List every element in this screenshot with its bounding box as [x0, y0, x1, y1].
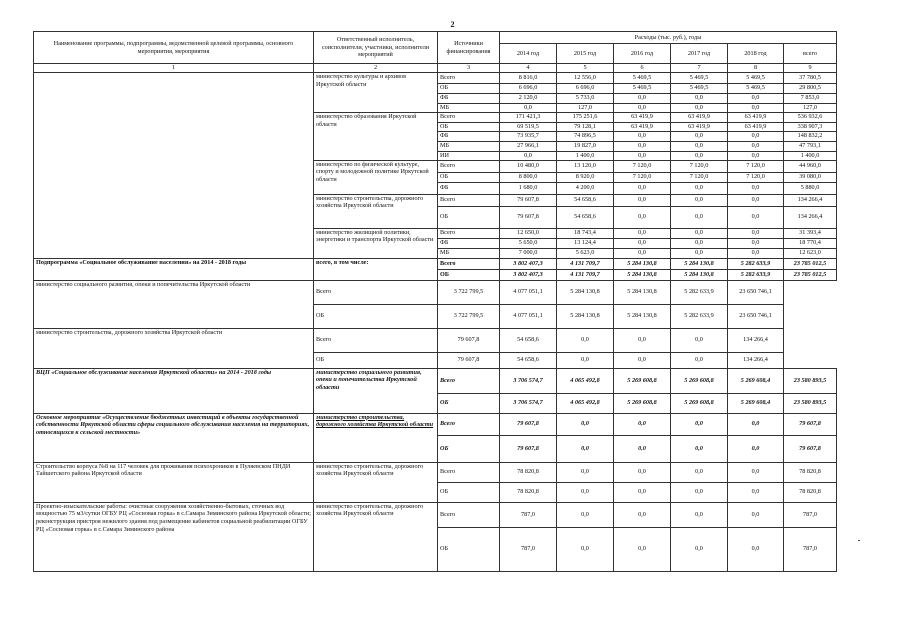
year-value: 0,0 — [614, 228, 671, 238]
total-value: 37 780,5 — [784, 72, 837, 83]
year-value: 787,0 — [500, 502, 557, 527]
year-value: 4 200,0 — [557, 182, 614, 194]
funding-source: МБ — [438, 141, 500, 151]
year-value: 69 519,5 — [500, 122, 557, 131]
year-value: 79 607,8 — [500, 435, 557, 462]
year-value: 0,0 — [671, 93, 728, 103]
year-value: 0,0 — [614, 131, 671, 141]
year-value: 12 556,0 — [557, 72, 614, 83]
table-row — [34, 328, 837, 352]
table-row — [34, 502, 837, 527]
funding-source: ФБ — [438, 131, 500, 141]
year-value: 1 400,0 — [557, 151, 614, 160]
funding-source: Всего — [314, 328, 438, 352]
year-value: 79 607,8 — [438, 328, 500, 352]
year-value: 0,0 — [671, 352, 728, 368]
funding-source: Всего — [438, 413, 500, 435]
header-source: Источники финансирования — [438, 32, 500, 64]
column-number: 8 — [728, 64, 784, 73]
year-value: 0,0 — [614, 182, 671, 194]
funding-source: МБ — [438, 103, 500, 112]
year-value: 54 658,6 — [557, 194, 614, 206]
year-value: 0,0 — [728, 248, 784, 258]
year-value: 79 607,8 — [500, 413, 557, 435]
year-value: 0,0 — [614, 93, 671, 103]
table-row — [34, 258, 837, 269]
executor-cell: министерство социального развития, опеки и попечительства Иркутской области — [314, 368, 438, 413]
year-value: 5 650,0 — [500, 238, 557, 248]
year-value: 4 131 709,7 — [557, 269, 614, 280]
total-value: 12 623,0 — [784, 248, 837, 258]
year-value: 5 269 608,8 — [614, 368, 671, 393]
funding-source: ФБ — [438, 182, 500, 194]
total-value: 134 266,4 — [784, 206, 837, 228]
year-value: 27 966,1 — [500, 141, 557, 151]
year-value: 0,0 — [614, 462, 671, 482]
year-value: 5 469,5 — [728, 72, 784, 83]
year-value: 0,0 — [557, 435, 614, 462]
year-value: 0,0 — [671, 182, 728, 194]
total-value: 79 607,8 — [784, 413, 837, 435]
total-value: 1 400,0 — [784, 151, 837, 160]
year-value: 54 658,6 — [500, 328, 557, 352]
year-value: 0,0 — [671, 131, 728, 141]
header-year: 2016 год — [614, 44, 671, 64]
header-expenses: Расходы (тыс. руб.), годы — [500, 32, 837, 44]
total-value: 338 907,3 — [784, 122, 837, 131]
year-value: 0,0 — [671, 502, 728, 527]
funding-source: МБ — [438, 248, 500, 258]
year-value: 3 722 799,5 — [438, 304, 500, 328]
year-value: 5 284 130,8 — [557, 280, 614, 304]
executor-cell: министерство строительства, дорожного хозяйства Иркутской области — [314, 194, 438, 228]
year-value: 6 696,0 — [500, 83, 557, 93]
total-value: 23 650 746,1 — [728, 280, 784, 304]
year-value: 0,0 — [728, 131, 784, 141]
year-value: 0,0 — [728, 194, 784, 206]
total-value: 18 770,4 — [784, 238, 837, 248]
year-value: 5 284 130,8 — [671, 269, 728, 280]
executor-cell: министерство по физической культуре, спорту и молодежной политике Иркутской области — [314, 160, 438, 194]
year-value: 0,0 — [614, 194, 671, 206]
total-value: 39 080,0 — [784, 172, 837, 182]
year-value: 63 419,9 — [671, 122, 728, 131]
column-number: 4 — [500, 64, 557, 73]
year-value: 7 120,0 — [614, 160, 671, 172]
year-value: 74 896,5 — [557, 131, 614, 141]
total-value: 787,0 — [784, 527, 837, 571]
year-value: 0,0 — [728, 103, 784, 112]
year-value: 4 077 051,1 — [500, 280, 557, 304]
executor-cell: министерство строительства, дорожного хозяйства Иркутской области — [314, 502, 438, 571]
program-name: ВЦП «Социальное обслуживание населения Иркутской области» на 2014 - 2018 годы — [34, 368, 314, 413]
year-value: 0,0 — [671, 462, 728, 482]
year-value: 5 282 633,9 — [671, 304, 728, 328]
year-value: 79 607,8 — [500, 194, 557, 206]
year-value: 12 650,0 — [500, 228, 557, 238]
funding-source: ОБ — [438, 122, 500, 131]
year-value: 3 706 574,7 — [500, 393, 557, 413]
year-value: 5 284 130,8 — [614, 304, 671, 328]
year-value: 5 469,5 — [728, 83, 784, 93]
year-value: 63 419,9 — [728, 112, 784, 122]
year-value: 13 124,4 — [557, 238, 614, 248]
column-number: 2 — [314, 64, 438, 73]
year-value: 63 419,9 — [671, 112, 728, 122]
year-value: 0,0 — [557, 413, 614, 435]
total-value: 536 932,6 — [784, 112, 837, 122]
executor-cell: министерство строительства, дорожного хозяйства Иркутской области — [314, 462, 438, 502]
table-row — [34, 462, 837, 482]
year-value: 0,0 — [614, 206, 671, 228]
year-value: 0,0 — [728, 502, 784, 527]
year-value: 63 419,9 — [614, 112, 671, 122]
year-value: 5 733,0 — [557, 93, 614, 103]
year-value: 0,0 — [557, 502, 614, 527]
year-value: 0,0 — [671, 238, 728, 248]
funding-source: Всего — [438, 258, 500, 269]
year-value: 79 607,8 — [500, 206, 557, 228]
year-value: 0,0 — [728, 93, 784, 103]
total-value: 23 785 012,5 — [784, 269, 837, 280]
year-value: 7 120,0 — [728, 160, 784, 172]
year-value: 6 696,0 — [557, 83, 614, 93]
funding-source: Всего — [438, 194, 500, 206]
year-value: 5 282 633,9 — [728, 269, 784, 280]
total-value: 148 832,2 — [784, 131, 837, 141]
header-year: 2015 год — [557, 44, 614, 64]
year-value: 0,0 — [671, 527, 728, 571]
year-value: 0,0 — [614, 352, 671, 368]
total-value: 29 800,5 — [784, 83, 837, 93]
year-value: 2 120,0 — [500, 93, 557, 103]
page-number: 2 — [450, 20, 455, 29]
year-value: 0,0 — [671, 413, 728, 435]
year-value: 7 000,0 — [500, 248, 557, 258]
year-value: 8 816,0 — [500, 72, 557, 83]
year-value: 5 469,5 — [614, 72, 671, 83]
year-value: 0,0 — [671, 482, 728, 502]
year-value: 78 820,8 — [500, 482, 557, 502]
table-row — [34, 413, 837, 435]
year-value: 8 920,0 — [557, 172, 614, 182]
year-value: 175 251,6 — [557, 112, 614, 122]
funding-source: ОБ — [314, 304, 438, 328]
year-value: 5 282 633,9 — [728, 258, 784, 269]
year-value: 0,0 — [500, 103, 557, 112]
total-value: 47 793,1 — [784, 141, 837, 151]
funding-source: Всего — [438, 462, 500, 482]
year-value: 3 722 799,5 — [438, 280, 500, 304]
program-name: Основное мероприятие «Осуществление бюджетных инвестиций в объекты государственной собственности Иркутской области сферы социального обслуживания населения на территориях, относящихся к сельской местности» — [34, 413, 314, 462]
year-value: 0,0 — [614, 248, 671, 258]
executor-cell: министерство культуры и архивов Иркутской области — [314, 72, 438, 112]
funding-source: ОБ — [438, 172, 500, 182]
table-row — [34, 368, 837, 393]
year-value: 5 623,0 — [557, 248, 614, 258]
funding-source: ОБ — [438, 527, 500, 571]
total-value: 787,0 — [784, 502, 837, 527]
total-value: 31 393,4 — [784, 228, 837, 238]
year-value: 0,0 — [728, 151, 784, 160]
year-value: 0,0 — [614, 435, 671, 462]
year-value: 73 935,7 — [500, 131, 557, 141]
year-value: 0,0 — [614, 413, 671, 435]
total-value: 44 960,0 — [784, 160, 837, 172]
executor-cell: министерство жилищной политики, энергетики и транспорта Иркутской области — [314, 228, 438, 258]
year-value: 127,0 — [557, 103, 614, 112]
executor-cell: всего, в том числе: — [314, 258, 438, 280]
year-value: 0,0 — [671, 141, 728, 151]
funding-source: ОБ — [438, 83, 500, 93]
year-value: 63 419,9 — [614, 122, 671, 131]
header-year: 2014 год — [500, 44, 557, 64]
year-value: 0,0 — [557, 527, 614, 571]
total-value: 134 266,4 — [728, 352, 784, 368]
year-value: 0,0 — [614, 238, 671, 248]
year-value: 0,0 — [671, 151, 728, 160]
total-value: 134 266,4 — [728, 328, 784, 352]
executor-cell: министерство строительства, дорожного хозяйства Иркутской области — [314, 413, 438, 462]
year-value: 0,0 — [614, 527, 671, 571]
program-name: Строительство корпуса №8 на 117 человек для проживания психохроников в Пуляевском ПНДИ Тайшетского района Иркутской области — [34, 462, 314, 502]
year-value: 4 065 492,8 — [557, 368, 614, 393]
program-name: Проектно-изыскательские работы: очистные сооружения хозяйственно-бытовых, сточных вод мощностью 75 м3/сутки ОГБУ РЦ «Сосновая горка» в с.Самара Зиминского района Иркутской области; реконструкция пристроя нежилого здания под размещение кабинетов социальной реабилитации ОГБУ РЦ «Сосновая горка» в с.Самара Зиминского района — [34, 502, 314, 571]
year-value: 0,0 — [671, 328, 728, 352]
year-value: 0,0 — [728, 462, 784, 482]
executor-cell: министерство социального развития, опеки и попечительства Иркутской области — [34, 280, 314, 328]
year-value: 0,0 — [728, 482, 784, 502]
funding-source: Всего — [438, 72, 500, 83]
year-value: 0,0 — [671, 206, 728, 228]
total-value: 5 880,0 — [784, 182, 837, 194]
funding-source: ОБ — [438, 435, 500, 462]
funding-source: ФБ — [438, 238, 500, 248]
total-value: 78 820,8 — [784, 482, 837, 502]
year-value: 4 131 709,7 — [557, 258, 614, 269]
year-value: 19 827,0 — [557, 141, 614, 151]
column-number: 9 — [784, 64, 837, 73]
year-value: 1 680,0 — [500, 182, 557, 194]
funding-source: ОБ — [438, 393, 500, 413]
year-value: 18 743,4 — [557, 228, 614, 238]
funding-source: Всего — [438, 368, 500, 393]
year-value: 0,0 — [728, 413, 784, 435]
total-value: 23 650 746,1 — [728, 304, 784, 328]
year-value: 5 469,5 — [671, 83, 728, 93]
margin-mark — [858, 540, 860, 541]
total-value: 23 785 012,5 — [784, 258, 837, 269]
table-row — [34, 280, 837, 304]
executor-cell: министерство строительства, дорожного хозяйства Иркутской области — [34, 328, 314, 368]
header-year: 2018 год — [728, 44, 784, 64]
budget-table — [33, 31, 837, 572]
year-value: 10 480,0 — [500, 160, 557, 172]
header-total: всего — [784, 44, 837, 64]
year-value: 0,0 — [614, 141, 671, 151]
year-value: 0,0 — [728, 238, 784, 248]
funding-source: Всего — [438, 160, 500, 172]
year-value: 0,0 — [671, 194, 728, 206]
column-number: 3 — [438, 64, 500, 73]
year-value: 13 120,0 — [557, 160, 614, 172]
column-number: 1 — [34, 64, 314, 73]
funding-source: Всего — [438, 502, 500, 527]
year-value: 5 269 608,4 — [728, 368, 784, 393]
funding-source: Всего — [438, 228, 500, 238]
funding-source: Всего — [438, 112, 500, 122]
year-value: 0,0 — [728, 182, 784, 194]
year-value: 7 120,0 — [671, 172, 728, 182]
program-name: Подпрограмма «Социальное обслуживание населения» на 2014 - 2018 годы — [34, 258, 314, 280]
total-value: 78 820,8 — [784, 462, 837, 482]
total-value: 134 266,4 — [784, 194, 837, 206]
year-value: 5 284 130,8 — [614, 269, 671, 280]
column-number: 5 — [557, 64, 614, 73]
year-value: 5 284 130,8 — [614, 258, 671, 269]
year-value: 78 820,8 — [500, 462, 557, 482]
column-number: 7 — [671, 64, 728, 73]
year-value: 4 077 051,1 — [500, 304, 557, 328]
year-value: 5 282 633,9 — [671, 280, 728, 304]
year-value: 5 269 608,8 — [671, 393, 728, 413]
year-value: 3 802 407,3 — [500, 269, 557, 280]
header-year: 2017 год — [671, 44, 728, 64]
year-value: 5 269 608,8 — [671, 368, 728, 393]
year-value: 0,0 — [500, 151, 557, 160]
column-number: 6 — [614, 64, 671, 73]
year-value: 0,0 — [728, 141, 784, 151]
funding-source: Всего — [314, 280, 438, 304]
year-value: 0,0 — [671, 435, 728, 462]
program-name-empty — [34, 72, 314, 258]
header-program: Наименование программы, подпрограммы, ведомственной целевой программы, основного мероприятия, мероприятия — [34, 32, 314, 64]
year-value: 0,0 — [728, 435, 784, 462]
year-value: 63 419,9 — [728, 122, 784, 131]
total-value: 79 607,8 — [784, 435, 837, 462]
year-value: 0,0 — [671, 248, 728, 258]
year-value: 0,0 — [614, 482, 671, 502]
year-value: 0,0 — [557, 462, 614, 482]
year-value: 3 706 574,7 — [500, 368, 557, 393]
year-value: 7 120,0 — [728, 172, 784, 182]
year-value: 4 065 492,8 — [557, 393, 614, 413]
column-numbers-row — [34, 64, 837, 73]
year-value: 0,0 — [671, 228, 728, 238]
year-value: 171 421,3 — [500, 112, 557, 122]
year-value: 79 128,1 — [557, 122, 614, 131]
total-value: 23 580 893,5 — [784, 393, 837, 413]
table-row — [34, 72, 837, 83]
year-value: 7 120,0 — [671, 160, 728, 172]
year-value: 54 658,6 — [500, 352, 557, 368]
total-value: 7 853,0 — [784, 93, 837, 103]
year-value: 0,0 — [614, 328, 671, 352]
year-value: 8 800,0 — [500, 172, 557, 182]
year-value: 5 284 130,8 — [614, 280, 671, 304]
executor-cell: министерство образования Иркутской области — [314, 112, 438, 160]
year-value: 5 269 608,4 — [728, 393, 784, 413]
year-value: 0,0 — [557, 352, 614, 368]
year-value: 5 284 130,8 — [671, 258, 728, 269]
year-value: 5 469,5 — [671, 72, 728, 83]
year-value: 787,0 — [500, 527, 557, 571]
funding-source: ОБ — [438, 206, 500, 228]
year-value: 0,0 — [557, 328, 614, 352]
year-value: 0,0 — [614, 502, 671, 527]
total-value: 127,0 — [784, 103, 837, 112]
year-value: 0,0 — [728, 527, 784, 571]
year-value: 7 120,0 — [614, 172, 671, 182]
header-executor: Ответственный исполнитель, соисполнители, участники, исполнители мероприятий — [314, 32, 438, 64]
funding-source: ФБ — [438, 93, 500, 103]
year-value: 3 802 407,3 — [500, 258, 557, 269]
funding-source: ИИ — [438, 151, 500, 160]
year-value: 79 607,8 — [438, 352, 500, 368]
funding-source: ОБ — [438, 269, 500, 280]
year-value: 0,0 — [557, 482, 614, 502]
year-value: 0,0 — [728, 228, 784, 238]
year-value: 0,0 — [728, 206, 784, 228]
year-value: 5 269 608,8 — [614, 393, 671, 413]
total-value: 23 580 893,5 — [784, 368, 837, 393]
year-value: 5 284 130,8 — [557, 304, 614, 328]
year-value: 0,0 — [614, 103, 671, 112]
funding-source: ОБ — [438, 482, 500, 502]
year-value: 0,0 — [671, 103, 728, 112]
funding-source: ОБ — [314, 352, 438, 368]
year-value: 5 469,5 — [614, 83, 671, 93]
year-value: 54 658,6 — [557, 206, 614, 228]
year-value: 0,0 — [614, 151, 671, 160]
